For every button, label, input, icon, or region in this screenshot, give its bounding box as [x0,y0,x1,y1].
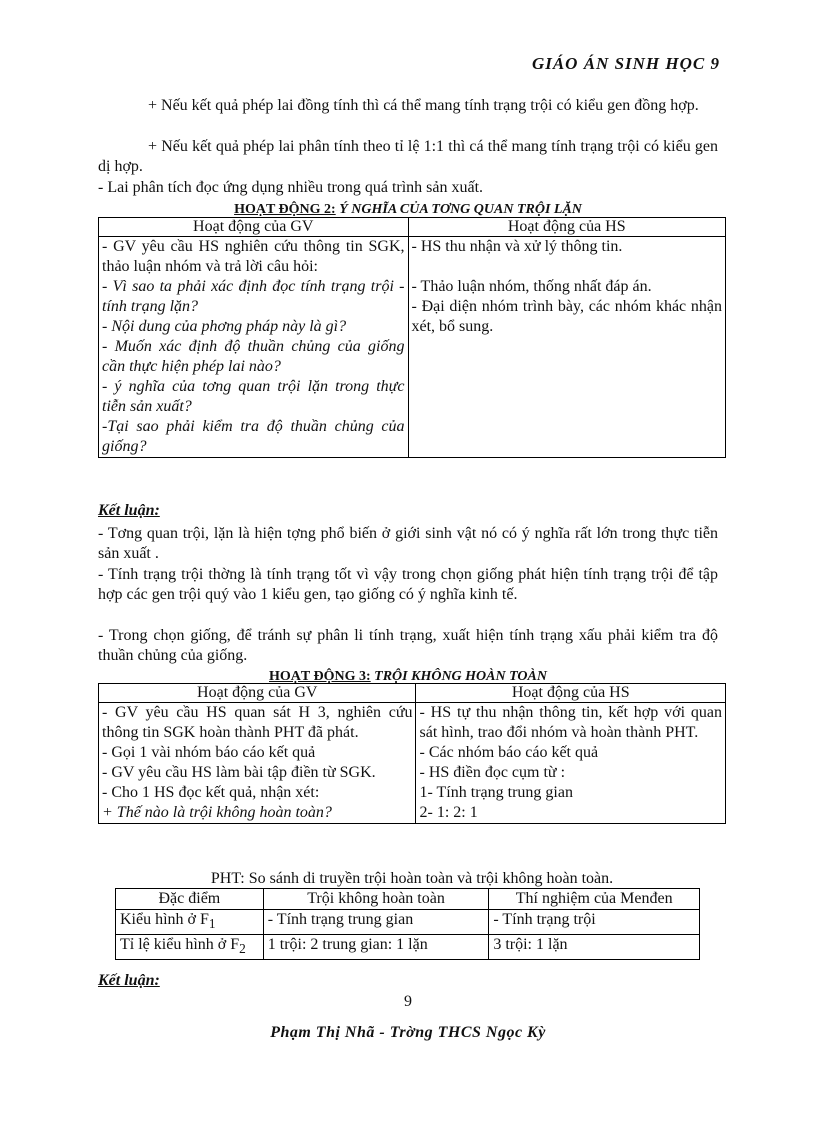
pht-row2-subscript: 2 [239,941,246,957]
activity3-hs-line: - HS điền đọc cụm từ : [419,764,566,781]
activity3-gv-line: - Cho 1 HS đọc kết quả, nhận xét: [102,784,320,801]
conclusion1-item-1: - Tơng quan trội, lặn là hiện tợng phổ biến ở giới sinh vật nó có ý nghĩa rất lớn trong thực tiễn sản xuất . [98,525,718,562]
conclusion1-item-3: - Trong chọn giống, để tránh sự phân li tính trạng, xuất hiện tính trạng xấu phải kiểm tra độ thuần chủng của giống. [98,627,718,664]
pht-header-incomplete: Trội không hoàn toàn [263,889,489,910]
pht-row1-feature-text: Kiểu hình ở F [120,911,209,928]
pht-row1-feature [116,910,264,935]
pht-row2-feature-text: Tỉ lệ kiểu hình ở F [120,936,240,954]
intro-paragraph-3: - Lai phân tích đọc ứng dụng nhiều trong quá trình sản xuất. [98,179,484,196]
activity2-gv-line: - GV yêu cầu HS nghiên cứu thông tin SGK, thảo luận nhóm và trả lời câu hỏi: [102,238,405,275]
activity2-col-hs: Hoạt động của HS [408,218,726,237]
activity3-gv-line: - GV yêu cầu HS làm bài tập điền từ SGK. [102,764,376,781]
intro-paragraph-2: + Nếu kết quả phép lai phân tính theo tỉ lệ 1:1 thì cá thể mang tính trạng trội có kiểu gen dị hợp. [98,138,718,175]
activity3-gv-question: + Thế nào là trội không hoàn toàn? [102,804,332,821]
pht-table [115,888,700,960]
activity2-label: HOẠT ĐỘNG 2: [234,202,336,217]
conclusion1-item-2: - Tính trạng trội thờng là tính trạng tốt vì vậy trong chọn giống phát hiện tính trạng trội để tập hợp các gen trội quý vào 1 kiểu gen, tạo giống có ý nghĩa kinh tế. [98,566,718,603]
document-header: GIÁO ÁN SINH HỌC 9 [531,54,720,73]
activity3-hs-line: 2- 1: 2: 1 [419,804,478,821]
activity2-hs-spacer [412,257,723,277]
activity3-col-hs: Hoạt động của HS [416,684,726,703]
activity2-hs-line: - Đại diện nhóm trình bày, các nhóm khác nhận xét, bổ sung. [411,298,722,335]
page-number: 9 [404,993,412,1010]
conclusion1-label: Kết luận: [98,502,160,519]
pht-row2-mendel: 3 trội: 1 lặn [489,935,700,960]
activity2-col-gv: Hoạt động của GV [99,218,409,237]
activity3-title: TRỘI KHÔNG HOÀN TOÀN [370,669,547,684]
document-footer: Phạm Thị Nhã - Trờng THCS Ngọc Kỳ [270,1024,546,1041]
activity2-gv-cell [99,237,409,458]
activity3-hs-line: - Các nhóm báo cáo kết quả [419,744,599,761]
pht-row1-subscript: 1 [208,916,216,932]
activity2-gv-question: - ý nghĩa của tơng quan trội lặn trong thực tiễn sản xuất? [102,378,405,415]
activity3-hs-cell [416,703,726,824]
activity2-gv-question: - Muốn xác định độ thuần chủng của giống cần thực hiện phép lai nào? [102,338,405,375]
activity2-gv-question: - Vì sao ta phải xác định đọc tính trạng trội - tính trạng lặn? [102,278,405,315]
pht-row2-feature [116,935,264,960]
activity2-hs-cell [408,237,726,458]
pht-title: PHT: So sánh di truyền trội hoàn toàn và trội không hoàn toàn. [210,870,614,887]
activity3-label: HOẠT ĐỘNG 3: [269,669,371,684]
activity2-table [98,217,726,458]
activity2-heading [98,203,718,217]
activity3-col-gv: Hoạt động của GV [99,684,416,703]
pht-row1-mendel: - Tính trạng trội [489,910,700,935]
activity3-gv-cell [99,703,416,824]
activity2-gv-question: -Tại sao phải kiểm tra độ thuần chủng của giống? [102,418,405,455]
intro-paragraph-1: + Nếu kết quả phép lai đồng tính thì cá thể mang tính trạng trội có kiểu gen đồng hợp. [148,97,699,114]
activity2-title: Ý NGHĨA CỦA TƠNG QUAN TRỘI LẶN [335,202,582,217]
activity3-hs-line: 1- Tính trạng trung gian [419,784,573,801]
activity3-table [98,683,726,824]
activity3-gv-line: - Gọi 1 vài nhóm báo cáo kết quả [102,744,316,761]
activity2-gv-question: - Nội dung của phơng pháp này là gì? [102,318,347,335]
activity3-heading [98,670,718,684]
pht-header-feature: Đặc điểm [116,889,264,910]
pht-row2-incomplete: 1 trội: 2 trung gian: 1 lặn [263,935,489,960]
activity2-hs-line: - Thảo luận nhóm, thống nhất đáp án. [411,278,652,295]
conclusion2-label: Kết luận: [98,972,160,989]
activity2-hs-line: - HS thu nhận và xử lý thông tin. [411,238,623,255]
activity3-hs-line: - HS tự thu nhận thông tin, kết hợp với quan sát hình, trao đổi nhóm và hoàn thành PHT. [419,704,722,741]
pht-header-mendel: Thí nghiệm của Menđen [489,889,700,910]
pht-row1-incomplete: - Tính trạng trung gian [263,910,489,935]
activity3-gv-line: - GV yêu cầu HS quan sát H 3, nghiên cứu thông tin SGK hoàn thành PHT đã phát. [102,704,413,741]
